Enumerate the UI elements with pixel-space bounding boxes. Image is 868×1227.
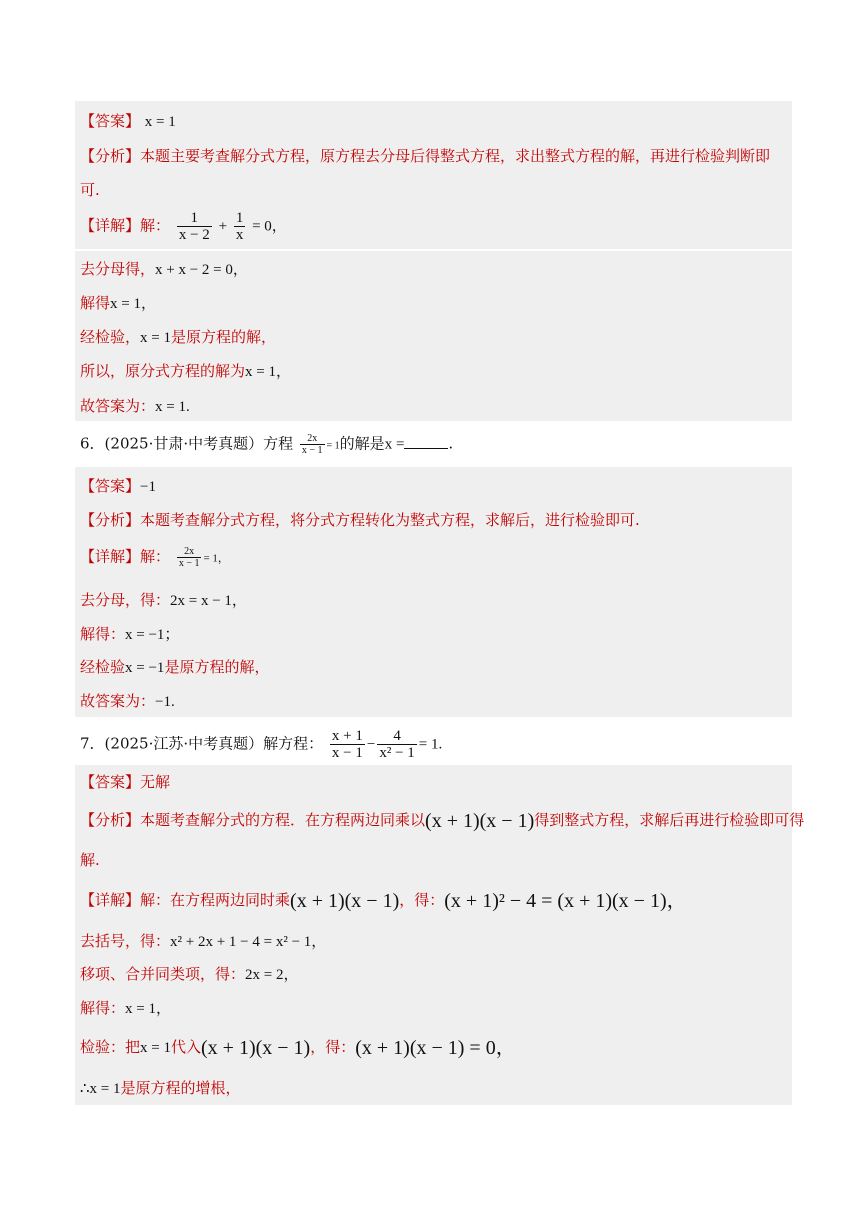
q5-analysis-line-2 xyxy=(80,180,100,200)
analysis-tag: 【分析】 xyxy=(80,147,141,165)
q6-step-4: 故答案为：−1. xyxy=(80,692,175,710)
q6-answer-value: −1 xyxy=(140,479,156,495)
q5-fraction-1: $\frac{1}{x - 2}$ xyxy=(178,210,210,243)
q6-analysis-line: 【分析】本题考查解分式方程，将分式方程转化为整式方程，求解后，进行检验即可. xyxy=(80,511,640,529)
q7-step-5: ∴x = 1是原方程的增根， xyxy=(80,1079,241,1097)
q5-eq-tail: = 0， xyxy=(252,218,287,235)
q7-step-4: 检验：把x = 1代入(x + 1)(x − 1)，得：(x + 1)(x − 1) = 0， xyxy=(80,1037,516,1059)
q7-answer-line: 【答案】无解 xyxy=(80,773,171,791)
q5-answer-line xyxy=(80,111,176,132)
q5-step-1: 去分母得，x + x − 2 = 0， xyxy=(80,260,248,278)
q5-analysis-text-2: 可. xyxy=(80,181,100,199)
q6-step-3: 经检验x = −1是原方程的解， xyxy=(80,658,270,676)
q5-analysis-line-1 xyxy=(80,146,770,166)
q7-step-2: 移项、合并同类项，得：2x = 2， xyxy=(80,965,299,983)
q7-fraction-1: $\frac{x + 1}{x - 1}$ xyxy=(331,728,363,761)
q6-detail-line: 【详解】解： $\frac{2x}{x - 1}$ = 1， xyxy=(80,546,229,569)
q5-answer-value: x = 1 xyxy=(144,114,176,130)
q7-step-3: 解得：x = 1， xyxy=(80,999,171,1017)
q5-step-5: 故答案为：x = 1. xyxy=(80,397,190,415)
q6-step-2: 解得：x = −1； xyxy=(80,625,180,643)
q6-header-fraction: $\frac{2x}{x - 1}$ xyxy=(301,433,323,456)
q6-answer-line: 【答案】−1 xyxy=(80,477,156,495)
q7-detail-line: 【详解】解：在方程两边同时乘(x + 1)(x − 1)，得：(x + 1)² − 4 = (x + 1)(x − 1)， xyxy=(80,890,687,912)
q7-answer-value: 无解 xyxy=(140,773,171,791)
q6-question: 6．(2025·甘肃·中考真题）方程 $\frac{2x}{x - 1}$ = 1的解是x = . xyxy=(80,433,454,456)
q5-fraction-2: $\frac{1}{x}$ xyxy=(235,210,244,243)
q5-step-4: 所以，原分式方程的解为x = 1， xyxy=(80,362,291,380)
q5-detail-prefix: 解： xyxy=(140,216,171,235)
detail-tag: 【详解】 xyxy=(80,216,141,235)
q6-detail-fraction: $\frac{2x}{x - 1}$ xyxy=(178,546,200,569)
q6-step-1: 去分母，得：2x = x − 1， xyxy=(80,591,247,609)
q5-detail-line: 【详解】解： $\frac{1}{x - 2}$ + $\frac{1}{x}$ = 0， xyxy=(80,210,287,243)
q6-answer-blank xyxy=(404,434,448,449)
answer-tag: 【答案】 xyxy=(80,112,141,130)
q5-step-3: 经检验，x = 1是原方程的解， xyxy=(80,328,276,346)
q7-question: 7．(2025·江苏·中考真题）解方程： $\frac{x + 1}{x - 1}$ − $\frac{4}{\text{x² − 1}}$ = 1. xyxy=(80,728,443,761)
q5-step-2: 解得x = 1， xyxy=(80,294,156,312)
q5-analysis-text-1: 本题主要考查解分式方程，原方程去分母后得整式方程，求出整式方程的解，再进行检验判断即 xyxy=(140,147,771,165)
q7-analysis-line-2: 解. xyxy=(80,851,100,869)
q7-step-1: 去括号，得：x² + 2x + 1 − 4 = x² − 1， xyxy=(80,932,327,950)
q7-analysis-line-1: 【分析】本题考查解分式的方程．在方程两边同乘以(x + 1)(x − 1)得到整式方程，求解后再进行检验即可得 xyxy=(80,810,805,832)
q7-fraction-2: $\frac{4}{\text{x² − 1}}$ xyxy=(379,728,415,761)
